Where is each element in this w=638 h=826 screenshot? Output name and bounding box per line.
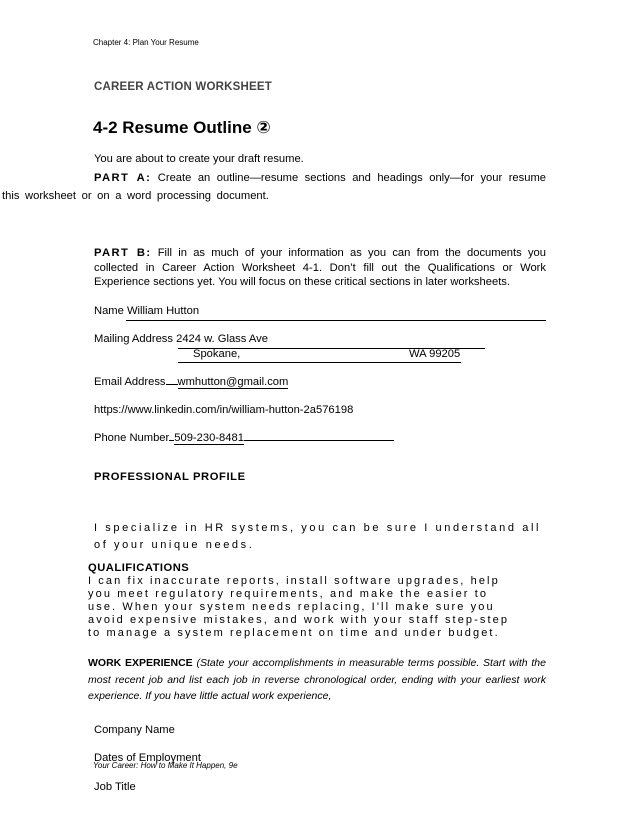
phone-field[interactable] xyxy=(94,432,394,444)
part-a-line2: this worksheet or on a word processing document. xyxy=(2,190,269,202)
state-zip-value[interactable]: WA 99205 xyxy=(409,348,461,360)
qualifications-line4: avoid expensive mistakes, and work with your staff step-step xyxy=(88,614,510,626)
phone-value: 509-230-8481 xyxy=(174,432,244,444)
worksheet-category: CAREER ACTION WORKSHEET xyxy=(94,81,272,93)
phone-label: Phone Number xyxy=(94,432,170,444)
profile-heading: PROFESSIONAL PROFILE xyxy=(94,471,246,483)
job-title-field[interactable]: Job Title xyxy=(94,781,136,793)
profile-line2: of your unique needs. xyxy=(94,539,255,551)
address-field[interactable] xyxy=(94,333,268,345)
work-experience-block xyxy=(88,655,546,705)
part-b-line3: Experience sections yet. You will focus on these critical sections in later worksheets. xyxy=(94,276,511,288)
email-label: Email Address xyxy=(94,376,166,388)
work-experience-heading: WORK EXPERIENCE xyxy=(88,657,193,669)
qualifications-line1: I can fix inaccurate reports, install software upgrades, help xyxy=(88,575,500,587)
linkedin-url[interactable]: https://www.linkedin.com/in/william-hutton-2a576198 xyxy=(94,404,354,416)
name-field[interactable] xyxy=(94,305,199,317)
part-b-line1 xyxy=(94,246,546,261)
name-value: William Hutton xyxy=(126,305,200,317)
qualifications-line2: you meet regulatory requirements, and make the easier to xyxy=(88,588,489,600)
qualifications-line3: use. When your system needs replacing, I'll make sure you xyxy=(88,601,495,613)
page-title: 4-2 Resume Outline ② xyxy=(93,118,271,137)
profile-line1: I specialize in HR systems, you can be sure I understand all xyxy=(94,522,542,534)
part-a-text: Create an outline—resume sections and headings only—for your resume xyxy=(157,172,547,184)
qualifications-line5: to manage a system replacement on time and under budget. xyxy=(88,627,500,639)
page-footer: Your Career: How to Make It Happen, 9e xyxy=(93,761,238,770)
part-a-label: PART A: xyxy=(94,172,152,184)
address-label: Mailing Address xyxy=(94,333,173,345)
work-experience-instructions: (State your accomplishments in measurable terms possible. Start with the most recent job and list each job in reverse chronological order, ending with your earliest work experience. If you have little actual work experience, xyxy=(88,657,546,702)
email-field[interactable] xyxy=(94,376,288,388)
email-value: wmhutton@gmail.com xyxy=(177,376,289,388)
part-a-line1 xyxy=(94,171,546,186)
part-b-text: Fill in as much of your information as you can from the documents you xyxy=(157,247,547,259)
city-value[interactable]: Spokane, xyxy=(193,348,241,360)
qualifications-heading: QUALIFICATIONS xyxy=(88,562,190,574)
name-underline xyxy=(126,320,546,321)
dates-field[interactable]: Dates of Employment xyxy=(94,752,201,764)
part-b-label: PART B: xyxy=(94,247,152,259)
page-header: Chapter 4: Plan Your Resume xyxy=(93,38,199,47)
company-name-field[interactable]: Company Name xyxy=(94,724,175,736)
part-b-line2: collected in Career Action Worksheet 4-1. Don’t fill out the Qualifications or Work xyxy=(94,262,546,274)
name-label: Name xyxy=(94,305,124,317)
address-line1: 2424 w. Glass Ave xyxy=(176,333,268,345)
city-underline xyxy=(178,362,461,363)
intro-text: You are about to create your draft resume. xyxy=(94,153,304,165)
